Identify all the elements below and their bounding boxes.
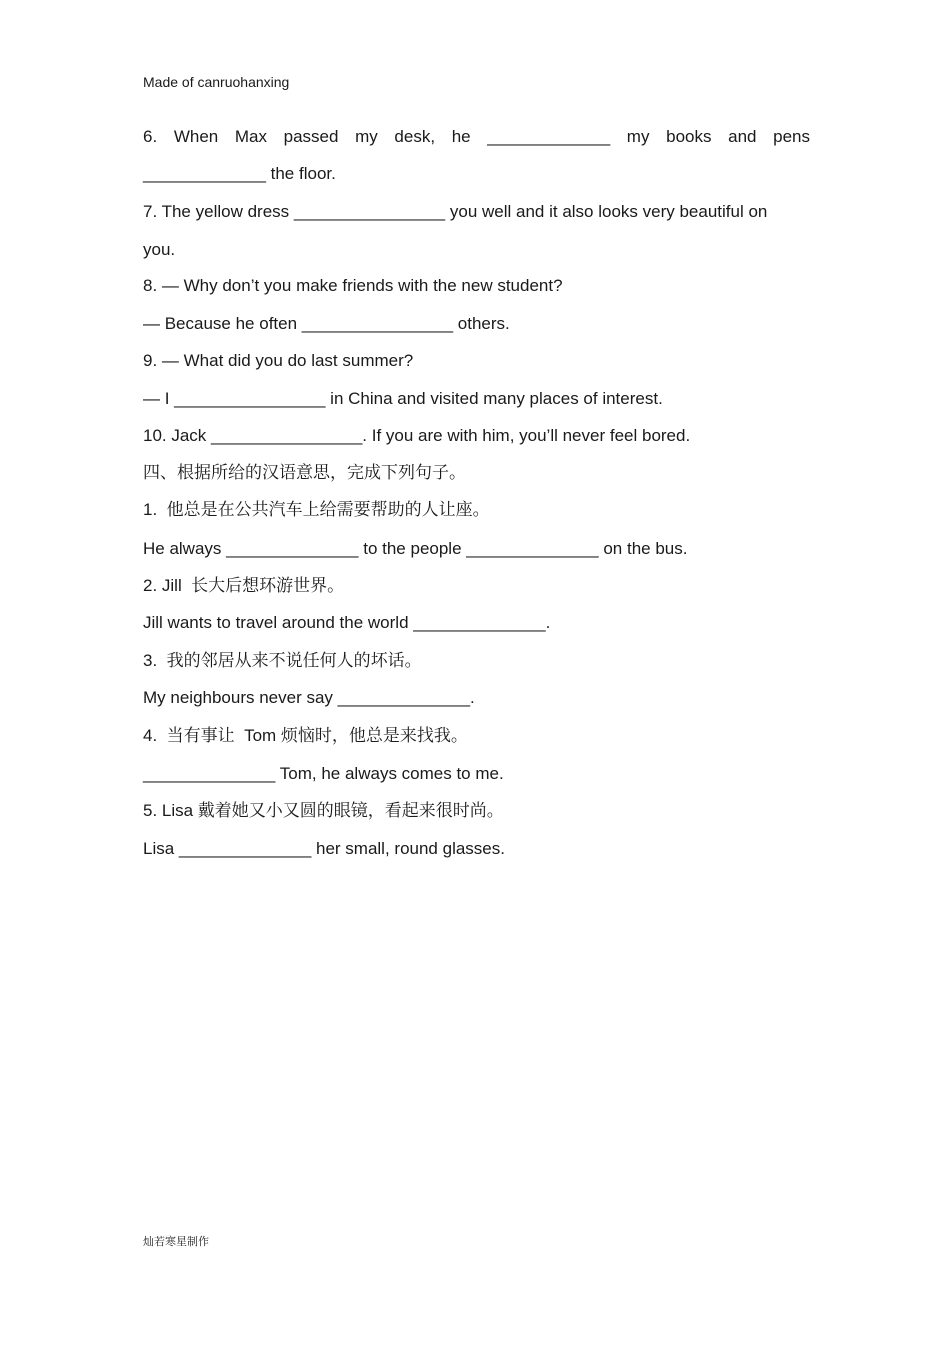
translation-2-english: Jill wants to travel around the world ______________.	[143, 613, 551, 632]
translation-5-english: Lisa ______________ her small, round glasses.	[143, 839, 505, 858]
question-10-line: 10. Jack ________________. If you are with him, you’ll never feel bored.	[143, 426, 691, 445]
translation-3-chinese: 3. 我的邻居从来不说任何人的坏话。	[143, 651, 422, 670]
question-8-line-1: 8. — Why don’t you make friends with the new student?	[143, 276, 563, 295]
question-6-line-1: 6. When Max passed my desk, he _____________ my books and pens	[143, 127, 810, 146]
translation-4-english: ______________ Tom, he always comes to me.	[143, 764, 504, 783]
page-header: Made of canruohanxing	[143, 74, 290, 90]
question-8-line-2: — Because he often ________________ others.	[143, 314, 510, 333]
translation-2-chinese: 2. Jill 长大后想环游世界。	[143, 576, 345, 595]
translation-4-chinese: 4. 当有事让 Tom 烦恼时，他总是来找我。	[143, 726, 468, 745]
translation-5-chinese: 5. Lisa 戴着她又小又圆的眼镜，看起来很时尚。	[143, 801, 504, 820]
translation-1-chinese: 1. 他总是在公共汽车上给需要帮助的人让座。	[143, 500, 490, 519]
question-7-line-1: 7. The yellow dress ________________ you well and it also looks very beautiful on	[143, 202, 768, 221]
question-9-line-1: 9. — What did you do last summer?	[143, 351, 414, 370]
translation-1-english: He always ______________ to the people ______________ on the bus.	[143, 539, 688, 558]
translation-3-english: My neighbours never say ______________.	[143, 688, 475, 707]
question-6-line-2: _____________ the floor.	[143, 164, 336, 183]
page-footer: 灿若寒星制作	[143, 1235, 209, 1248]
question-7-line-2: you.	[143, 240, 176, 259]
section-4-heading: 四、根据所给的汉语意思，完成下列句子。	[143, 463, 466, 482]
question-9-line-2: — I ________________ in China and visited many places of interest.	[143, 389, 663, 408]
